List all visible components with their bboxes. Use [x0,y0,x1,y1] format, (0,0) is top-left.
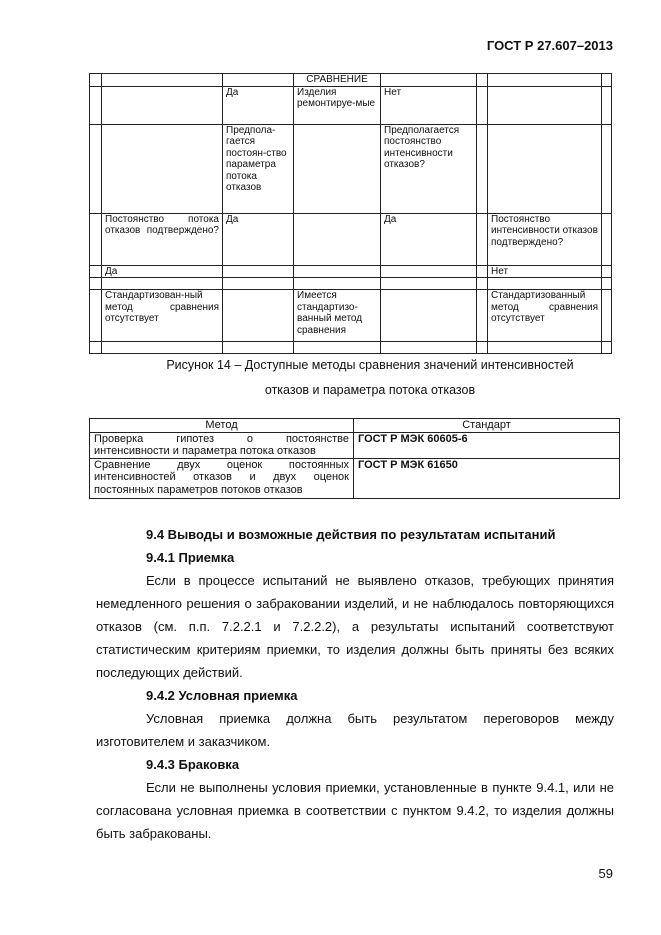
fig-cell-yes: Да [223,86,294,124]
fig-cell [602,74,612,87]
fig-cell [294,213,381,265]
document-header: ГОСТ Р 27.607–2013 [486,38,613,53]
methods-header-method: Метод [90,419,354,433]
figure-caption-line1: Рисунок 14 – Доступные методы сравнения значений интенсивностей [166,358,574,372]
fig-cell-no: Нет [381,86,477,124]
fig-cell [90,74,102,87]
fig-cell [90,124,102,213]
fig-cell [381,74,477,87]
fig-cell [102,124,223,213]
fig-cell [223,265,294,278]
fig-cell [90,342,102,354]
fig-cell [102,74,223,87]
fig-cell-repairable: Изделия ремонтируе-мые [294,86,381,124]
fig-cell [381,290,477,342]
fig-cell [90,278,102,290]
fig-cell [294,265,381,278]
fig-cell [477,265,488,278]
fig-cell [90,265,102,278]
fig-cell [477,290,488,342]
fig-cell-intensity-constancy: Предполагается постоянство интенсивности отказов? [381,124,477,213]
standard-cell: ГОСТ Р МЭК 60605-6 [354,432,620,458]
methods-header-standard: Стандарт [354,419,620,433]
fig-cell [294,278,381,290]
fig-cell [381,265,477,278]
fig-cell [477,213,488,265]
method-text-line: Проверка гипотез о постоянстве [94,432,349,445]
fig-cell [602,290,612,342]
fig-cell [602,213,612,265]
methods-table [89,418,620,499]
fig-cell [488,86,602,124]
paragraph-9-4-1: Если в процессе испытаний не выявлено отказов, требующих принятия немедленного решения о забраковании изделий, и не наблюдалось повторяющихся отказов (см. п.п. 7.2.2.1 и 7.2.2.2), а результаты испытаний соответствуют статистическим критериям приемки, то изделия должны быть приняты без всяких последующих действий. [96,573,614,680]
fig-cell [294,342,381,354]
fig-cell [477,342,488,354]
figure-14-table [89,73,612,354]
fig-cell [90,86,102,124]
paragraph-9-4-2: Условная приемка должна быть результатом переговоров между изготовителем и заказчиком. [96,711,614,749]
paragraph-9-4-3: Если не выполнены условия приемки, установленные в пункте 9.4.1, или не согласована условная приемка в соответствии с пунктом 9.4.2, то изделия должны быть забракованы. [96,780,614,841]
fig-cell-no-standard-method: Стандартизован-ный метод сравнения отсутствует [102,290,223,342]
fig-cell [477,278,488,290]
method-text-line: интенсивности и параметра потока отказов [94,445,316,457]
table-row [90,458,620,498]
fig-cell [223,342,294,354]
fig-cell [477,86,488,124]
method-text-line: постоянных параметров потоков отказов [94,483,303,496]
heading-9-4: 9.4 Выводы и возможные действия по результатам испытаний [146,527,556,542]
fig-cell [602,278,612,290]
standard-cell: ГОСТ Р МЭК 61650 [354,458,620,498]
fig-cell [488,74,602,87]
method-text-line: Сравнение двух оценок постоянных [94,458,349,471]
fig-cell-yes: Да [381,213,477,265]
fig-cell-flow-confirmed: Постоянство потока отказов подтверждено? [102,213,223,265]
fig-cell [477,74,488,87]
fig-cell-yes: Да [102,265,223,278]
fig-cell [602,86,612,124]
fig-cell-yes: Да [223,213,294,265]
heading-9-4-1: 9.4.1 Приемка [146,550,235,565]
fig-cell [102,86,223,124]
fig-cell-comparison: СРАВНЕНИЕ [294,74,381,87]
fig-cell-standard-method-exists: Имеется стандартизо-ванный метод сравнения [294,290,381,342]
fig-cell [294,124,381,213]
fig-cell [223,278,294,290]
fig-cell [477,124,488,213]
fig-cell [488,124,602,213]
fig-cell [602,265,612,278]
page-number: 59 [598,866,613,881]
heading-9-4-2: 9.4.2 Условная приемка [146,688,298,703]
fig-cell-no: Нет [488,265,602,278]
fig-cell [90,213,102,265]
fig-cell [602,342,612,354]
heading-9-4-3: 9.4.3 Браковка [146,757,240,772]
figure-caption-line2: отказов и параметра потока отказов [264,383,476,397]
fig-cell [381,342,477,354]
method-text-line: интенсивностей отказов и двух оценок [94,471,349,483]
fig-cell [381,278,477,290]
fig-cell [488,278,602,290]
table-row [90,432,620,458]
method-cell [90,458,354,498]
section-9-4 [96,523,614,845]
fig-cell [102,278,223,290]
fig-cell [602,124,612,213]
fig-cell-intensity-confirmed: Постоянство интенсивности отказов подтверждено? [488,213,602,265]
fig-cell [223,74,294,87]
method-cell [90,432,354,458]
fig-cell [488,342,602,354]
fig-cell [90,290,102,342]
fig-cell-no-standard-method: Стандартизованный метод сравнения отсутствует [488,290,602,342]
fig-cell-flow-constancy: Предпола-гается постоян-ство параметра потока отказов [223,124,294,213]
fig-cell [223,290,294,342]
fig-cell [102,342,223,354]
